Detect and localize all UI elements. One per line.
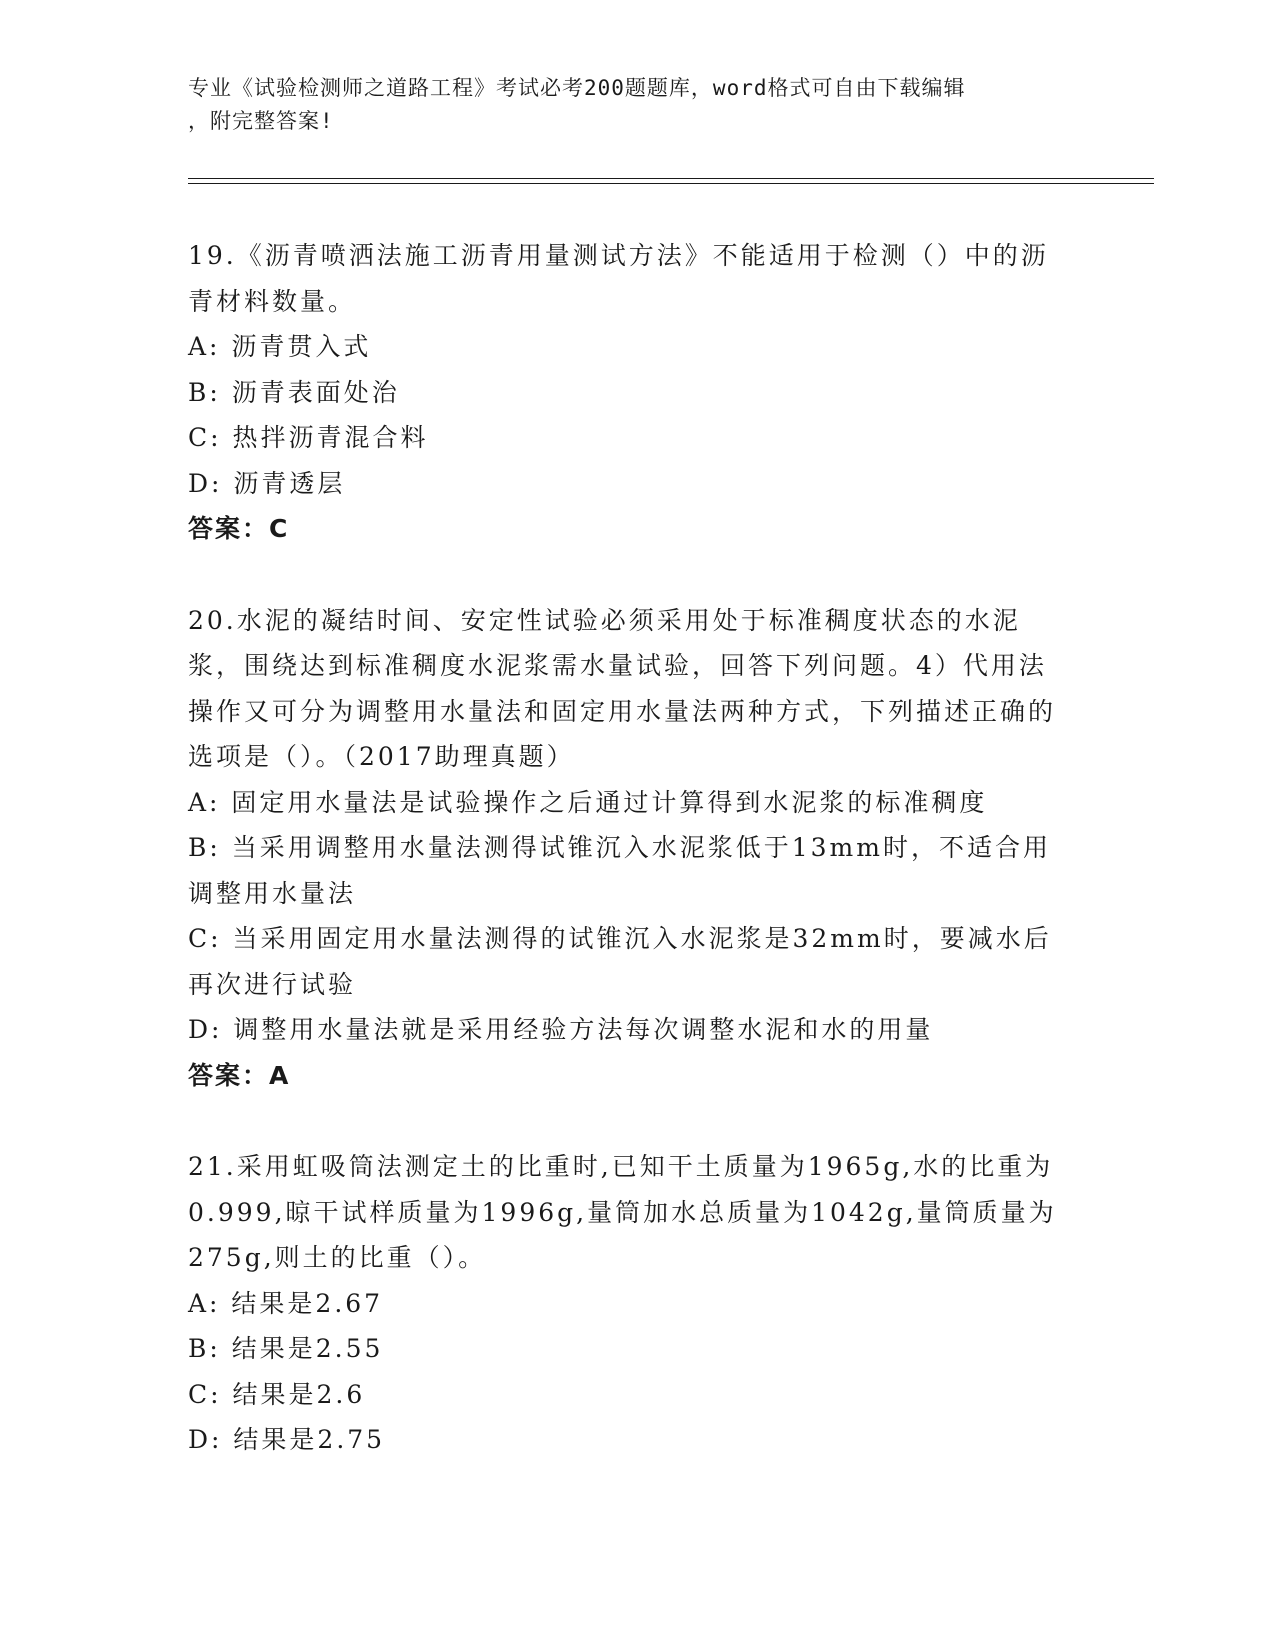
question-20 bbox=[188, 598, 1068, 1099]
header-divider-bottom bbox=[188, 183, 1154, 184]
option-b: B: 结果是2.55 bbox=[188, 1334, 384, 1363]
option-a: A: 固定用水量法是试验操作之后通过计算得到水泥浆的标准稠度 bbox=[188, 787, 988, 817]
option-c: C: 热拌沥青混合料 bbox=[188, 423, 429, 452]
option-d: D: 沥青透层 bbox=[188, 468, 346, 498]
answer-label: 答案：A bbox=[188, 1060, 291, 1090]
document-header bbox=[188, 72, 1068, 138]
option-d: D: 调整用水量法就是采用经验方法每次调整水泥和水的用量 bbox=[188, 1015, 934, 1044]
question-text: 20.水泥的凝结时间、安定性试验必须采用处于标准稠度状态的水泥浆，围绕达到标准稠度水泥浆需水量试验，回答下列问题。4）代用法操作又可分为调整用水量法和固定用水量法两种方式，下列描述正确的选项是（）。（2017助理真题） bbox=[188, 605, 1057, 771]
option-c: C: 结果是2.6 bbox=[188, 1379, 366, 1409]
question-21 bbox=[188, 1144, 1068, 1463]
option-a: A: 沥青贯入式 bbox=[188, 332, 372, 361]
header-divider-top bbox=[188, 178, 1154, 179]
header-line-1: 专业《试验检测师之道路工程》考试必考200题题库，word格式可自由下载编辑 bbox=[188, 76, 966, 100]
option-d: D: 结果是2.75 bbox=[188, 1425, 386, 1454]
option-c: C: 当采用固定用水量法测得的试锥沉入水泥浆是32mm时，要减水后再次进行试验 bbox=[188, 924, 1052, 999]
answer-label: 答案：C bbox=[188, 514, 290, 543]
question-text: 21.采用虹吸筒法测定土的比重时,已知干土质量为1965g,水的比重为0.999,晾干试样质量为1996g,量筒加水总质量为1042g,量筒质量为275g,则土的比重（）。 bbox=[188, 1152, 1057, 1272]
header-line-2: ，附完整答案! bbox=[188, 109, 334, 133]
option-b: B: 沥青表面处治 bbox=[188, 377, 400, 407]
question-19 bbox=[188, 233, 1068, 552]
option-a: A: 结果是2.67 bbox=[188, 1288, 384, 1318]
questions-list bbox=[188, 233, 1068, 1509]
option-b: B: 当采用调整用水量法测得试锥沉入水泥浆低于13mm时，不适合用调整用水量法 bbox=[188, 833, 1051, 908]
question-text: 19.《沥青喷洒法施工沥青用量测试方法》不能适用于检测（）中的沥青材料数量。 bbox=[188, 241, 1049, 316]
